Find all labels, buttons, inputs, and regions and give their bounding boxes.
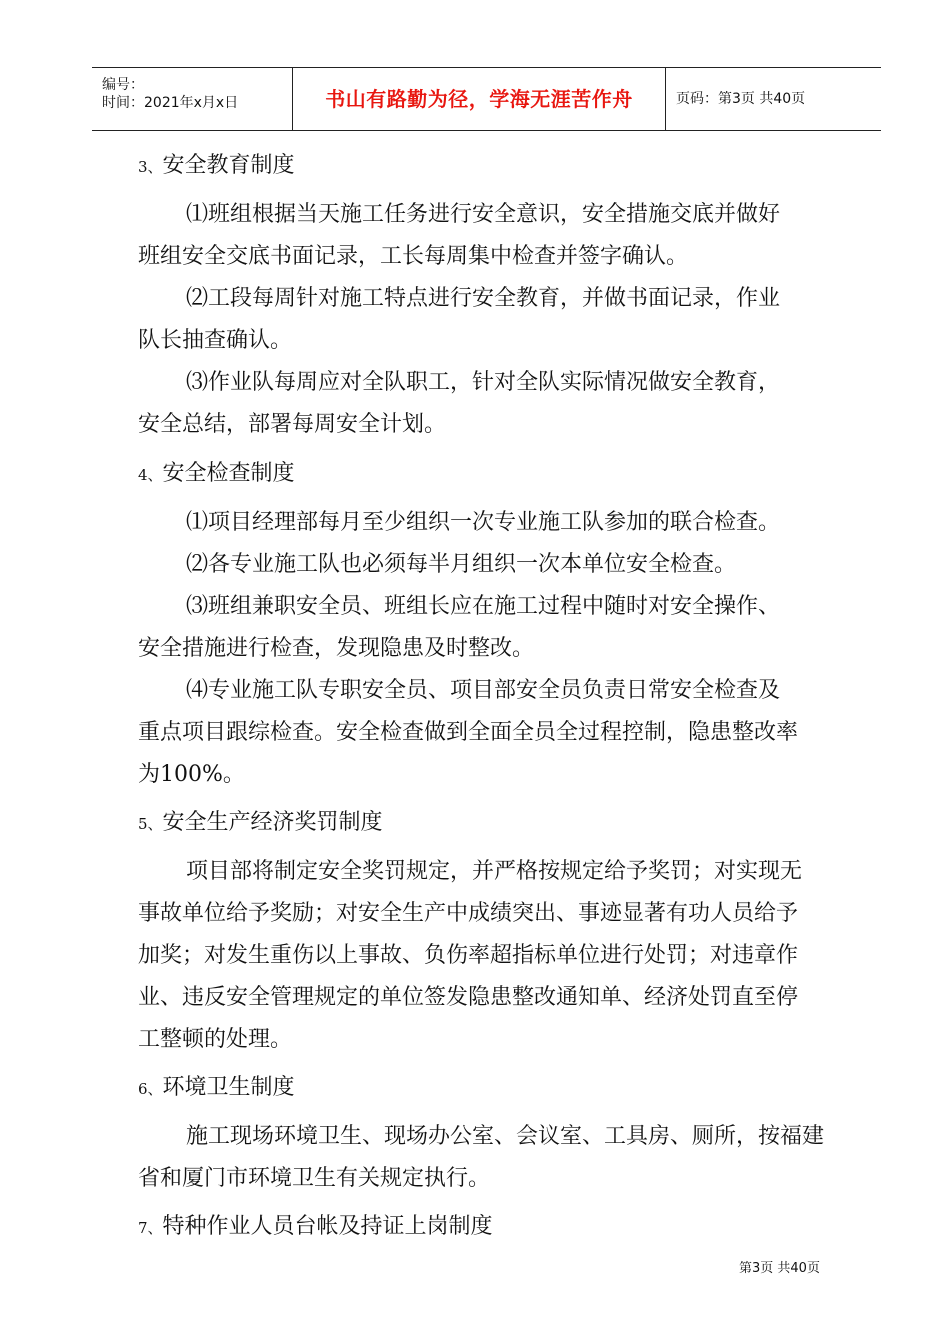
- header-motto: 书山有路勤为径，学海无涯苦作舟: [293, 68, 666, 130]
- paragraph-line: 为100%。: [138, 762, 245, 787]
- paragraph-line: ⑵各专业施工队也必须每半月组织一次本单位安全检查。: [186, 552, 737, 577]
- paragraph-line: 业、违反安全管理规定的单位签发隐患整改通知单、经济处罚直至停: [138, 985, 799, 1010]
- paragraph-line: 加奖；对发生重伤以上事故、负伤率超指标单位进行处罚；对违章作: [138, 943, 799, 968]
- section-heading-3: 3、安全教育制度: [138, 153, 295, 178]
- paragraph-line: ⑴班组根据当天施工任务进行安全意识，安全措施交底并做好: [186, 202, 781, 227]
- paragraph-line: ⑶班组兼职安全员、班组长应在施工过程中随时对安全操作、: [186, 594, 781, 619]
- paragraph-line: 班组安全交底书面记录，工长每周集中检查并签字确认。: [138, 244, 689, 269]
- document-time: 时间：2021年x月x日: [102, 95, 239, 111]
- header-meta: [92, 68, 293, 130]
- paragraph-line: 安全总结，部署每周安全计划。: [138, 412, 447, 437]
- paragraph-line: ⑷专业施工队专职安全员、项目部安全员负责日常安全检查及: [186, 678, 781, 703]
- paragraph-line: 重点项目跟综检查。安全检查做到全面全员全过程控制，隐患整改率: [138, 720, 799, 745]
- section-heading-7: 7、特种作业人员台帐及持证上岗制度: [138, 1214, 493, 1239]
- page-footer: 第3页 共40页: [739, 1261, 820, 1276]
- paragraph-line: 省和厦门市环境卫生有关规定执行。: [138, 1166, 491, 1191]
- paragraph-line: ⑴项目经理部每月至少组织一次专业施工队参加的联合检查。: [186, 510, 781, 535]
- document-number-label: 编号：: [102, 77, 144, 93]
- section-heading-6: 6、环境卫生制度: [138, 1075, 295, 1100]
- paragraph-line: ⑵工段每周针对施工特点进行安全教育，并做书面记录，作业: [186, 286, 781, 311]
- page-header: [92, 67, 881, 131]
- paragraph-line: 安全措施进行检查，发现隐患及时整改。: [138, 636, 535, 661]
- paragraph-line: 队长抽查确认。: [138, 328, 293, 353]
- paragraph-line: 项目部将制定安全奖罚规定，并严格按规定给予奖罚；对实现无: [186, 859, 803, 884]
- header-page-number: 页码：第3页 共40页: [676, 91, 806, 107]
- paragraph-line: 施工现场环境卫生、现场办公室、会议室、工具房、厕所，按福建: [186, 1124, 825, 1149]
- section-heading-5: 5、安全生产经济奖罚制度: [138, 810, 383, 835]
- paragraph-line: 事故单位给予奖励；对安全生产中成绩突出、事迹显著有功人员给予: [138, 901, 799, 926]
- paragraph-line: ⑶作业队每周应对全队职工，针对全队实际情况做安全教育，: [186, 370, 781, 395]
- section-heading-4: 4、安全检查制度: [138, 461, 295, 486]
- paragraph-line: 工整顿的处理。: [138, 1027, 293, 1052]
